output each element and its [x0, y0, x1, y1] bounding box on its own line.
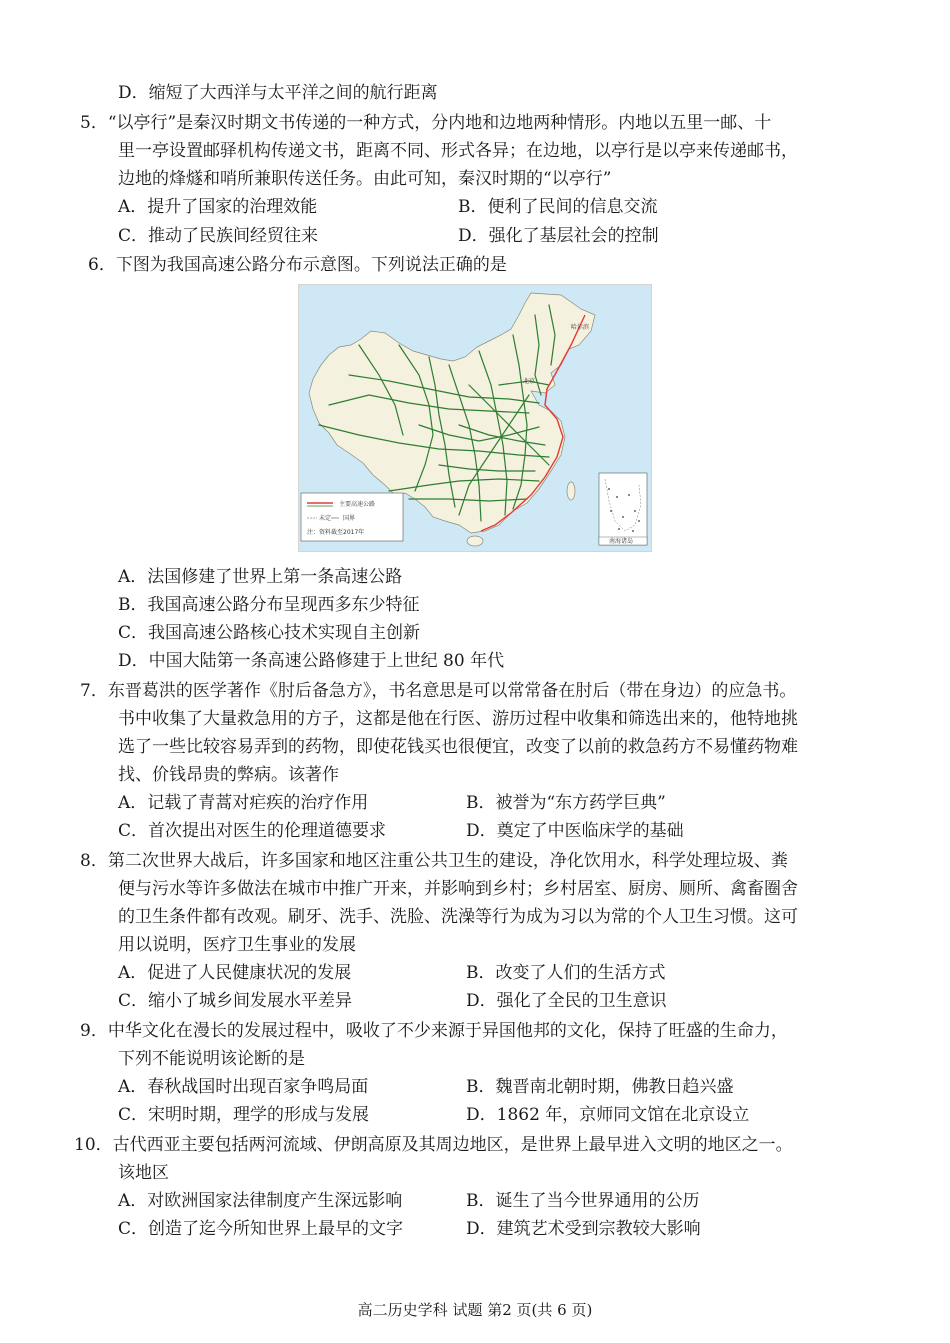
inset-label: 南海诸岛 — [609, 538, 634, 545]
q7-option-a: A．记载了青蒿对疟疾的治疗作用 — [118, 793, 369, 813]
legend-note: 注：资料截至2017年 — [307, 529, 365, 536]
city-label-beijing: 北京 — [523, 378, 536, 385]
q7-option-c: C．首次提出对医生的伦理道德要求 — [118, 821, 387, 841]
inset-island-dot — [616, 496, 618, 498]
inset-island-dot — [618, 528, 620, 530]
q9-option-a: A．春秋战国时出现百家争鸣局面 — [118, 1077, 369, 1097]
q8-stem-line-4: 用以说明，医疗卫生事业的发展 — [118, 935, 356, 955]
q6-option-a: A．法国修建了世界上第一条高速公路 — [118, 567, 403, 587]
q5-option-b: B．便利了民间的信息交流 — [458, 197, 658, 217]
q5-option-d: D．强化了基层社会的控制 — [458, 226, 659, 246]
inset-island-dot — [638, 520, 640, 522]
page-footer: 高二历史学科 试题 第2 页(共 6 页) — [357, 1301, 593, 1319]
q7-option-b: B．被誉为“东方药学巨典” — [466, 793, 666, 813]
q7-option-d: D．奠定了中医临床学的基础 — [466, 821, 684, 841]
q5-stem-line-2: 里一亭设置邮驿机构传递文书，距离不同、形式各异；在边地，以亭行是以亭来传递邮书， — [118, 141, 798, 161]
q10-stem-line-2: 该地区 — [118, 1163, 169, 1183]
legend-border-prefix: 未定 — [319, 515, 332, 522]
q9-option-c: C．宋明时期，理学的形成与发展 — [118, 1105, 370, 1125]
q6-option-b: B．我国高速公路分布呈现西多东少特征 — [118, 595, 420, 615]
q9-stem-line-2: 下列不能说明该论断的是 — [118, 1049, 305, 1069]
q8-option-b: B．改变了人们的生活方式 — [466, 963, 666, 983]
q9-option-b: B．魏晋南北朝时期，佛教日趋兴盛 — [466, 1077, 734, 1097]
q9-stem-line-1: 9．中华文化在漫长的发展过程中，吸收了不少来源于异国他邦的文化，保持了旺盛的生命力， — [80, 1021, 788, 1041]
q9-option-d: D．1862 年，京师同文馆在北京设立 — [466, 1105, 750, 1125]
taiwan-island — [567, 482, 575, 500]
q10-option-d: D．建筑艺术受到宗教较大影响 — [466, 1219, 701, 1239]
q6-option-c: C．我国高速公路核心技术实现自主创新 — [118, 623, 421, 643]
q4-option-d: D．缩短了大西洋与太平洋之间的航行距离 — [118, 83, 438, 103]
q10-option-a: A．对欧洲国家法律制度产生深远影响 — [118, 1191, 403, 1211]
legend-highway-label: 主要高速公路 — [339, 501, 376, 508]
q8-stem-line-3: 的卫生条件都有改观。刷牙、洗手、洗脸、洗澡等行为成为习以为常的个人卫生习惯。这可 — [118, 907, 798, 927]
legend-border-label: 国界 — [343, 515, 356, 522]
q7-stem-line-2: 书中收集了大量救急用的方子，这都是他在行医、游历过程中收集和筛选出来的，他特地挑 — [118, 709, 798, 729]
q5-option-c: C．推动了民族间经贸往来 — [118, 226, 319, 246]
q8-stem-line-2: 便与污水等许多做法在城市中推广开来，并影响到乡村；乡村居室、厨房、厕所、禽畜圈舍 — [118, 879, 798, 899]
q8-option-a: A．促进了人民健康状况的发展 — [118, 963, 352, 983]
q6-stem: 6．下图为我国高速公路分布示意图。下列说法正确的是 — [88, 255, 507, 275]
inset-island-dot — [632, 530, 634, 532]
q5-stem-line-1: 5．“以亭行”是秦汉时期文书传递的一种方式，分内地和边地两种情形。内地以五里一邮、十 — [80, 113, 772, 133]
q7-stem-line-3: 选了一些比较容易弄到的药物，即使花钱买也很便宜，改变了以前的救急药方不易懂药物难 — [118, 737, 798, 757]
inset-island-dot — [608, 488, 610, 490]
q10-stem-line-1: 10．古代西亚主要包括两河流域、伊朗高原及其周边地区，是世界上最早进入文明的地区之一。 — [74, 1135, 793, 1155]
q8-option-c: C．缩小了城乡间发展水平差异 — [118, 991, 353, 1011]
hainan-island — [467, 536, 483, 546]
inset-island-dot — [634, 510, 636, 512]
q7-stem-line-1: 7．东晋葛洪的医学著作《肘后备急方》，书名意思是可以常常备在肘后（带在身边）的应急书。 — [80, 681, 797, 701]
q7-stem-line-4: 找、价钱昂贵的弊病。该著作 — [118, 765, 339, 785]
q10-option-b: B．诞生了当今世界通用的公历 — [466, 1191, 700, 1211]
q8-option-d: D．强化了全民的卫生意识 — [466, 991, 667, 1011]
highway-map — [299, 285, 651, 551]
q8-stem-line-1: 8．第二次世界大战后，许多国家和地区注重公共卫生的建设，净化饮用水，科学处理垃圾、粪 — [80, 851, 788, 871]
city-label-harbin: 哈尔滨 — [571, 324, 590, 331]
q5-option-a: A．提升了国家的治理效能 — [118, 197, 318, 217]
q5-stem-line-3: 边地的烽燧和哨所兼职传送任务。由此可知，秦汉时期的“以亭行” — [118, 169, 612, 189]
inset-island-dot — [622, 516, 624, 518]
q6-option-d: D．中国大陆第一条高速公路修建于上世纪 80 年代 — [118, 651, 505, 671]
highway-map-figure — [298, 284, 652, 552]
q10-option-c: C．创造了迄今所知世界上最早的文字 — [118, 1219, 404, 1239]
inset-island-dot — [628, 494, 630, 496]
